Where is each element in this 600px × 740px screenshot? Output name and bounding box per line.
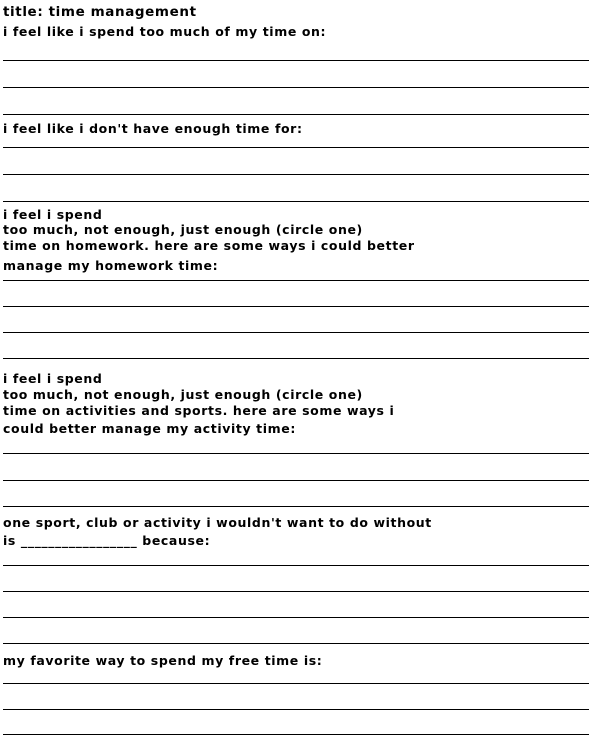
prompt-activities-line-1: i feel i spend: [3, 371, 103, 386]
prompt-too-much-time: i feel like i spend too much of my time on:: [3, 24, 327, 39]
answer-line[interactable]: [3, 480, 589, 481]
prompt-favorite-activity-line-2: is _________________ because:: [3, 533, 211, 548]
answer-line[interactable]: [3, 147, 589, 148]
answer-line[interactable]: [3, 114, 589, 115]
prompt-homework-line-3: time on homework. here are some ways i could better: [3, 238, 415, 253]
answer-line[interactable]: [3, 506, 589, 507]
answer-line[interactable]: [3, 683, 589, 684]
prompt-homework-line-1: i feel i spend: [3, 207, 103, 222]
answer-line[interactable]: [3, 306, 589, 307]
prompt-favorite-activity-line-1: one sport, club or activity i wouldn't want to do without: [3, 515, 432, 530]
answer-line[interactable]: [3, 453, 589, 454]
answer-line[interactable]: [3, 60, 589, 61]
worksheet-title: title: time management: [3, 4, 197, 20]
answer-line[interactable]: [3, 565, 589, 566]
prompt-activities-line-4: could better manage my activity time:: [3, 421, 296, 436]
answer-line[interactable]: [3, 87, 589, 88]
answer-line[interactable]: [3, 643, 589, 644]
answer-line[interactable]: [3, 280, 589, 281]
answer-line[interactable]: [3, 617, 589, 618]
prompt-homework-line-4: manage my homework time:: [3, 258, 219, 273]
answer-line[interactable]: [3, 358, 589, 359]
answer-line[interactable]: [3, 174, 589, 175]
answer-line[interactable]: [3, 591, 589, 592]
prompt-not-enough-time: i feel like i don't have enough time for:: [3, 121, 303, 136]
answer-line[interactable]: [3, 709, 589, 710]
answer-line[interactable]: [3, 201, 589, 202]
prompt-activities-line-2: too much, not enough, just enough (circle one): [3, 387, 363, 402]
answer-line[interactable]: [3, 332, 589, 333]
answer-line[interactable]: [3, 734, 589, 735]
prompt-homework-line-2: too much, not enough, just enough (circle one): [3, 222, 363, 237]
prompt-free-time: my favorite way to spend my free time is:: [3, 653, 323, 668]
prompt-activities-line-3: time on activities and sports. here are some ways i: [3, 403, 395, 418]
